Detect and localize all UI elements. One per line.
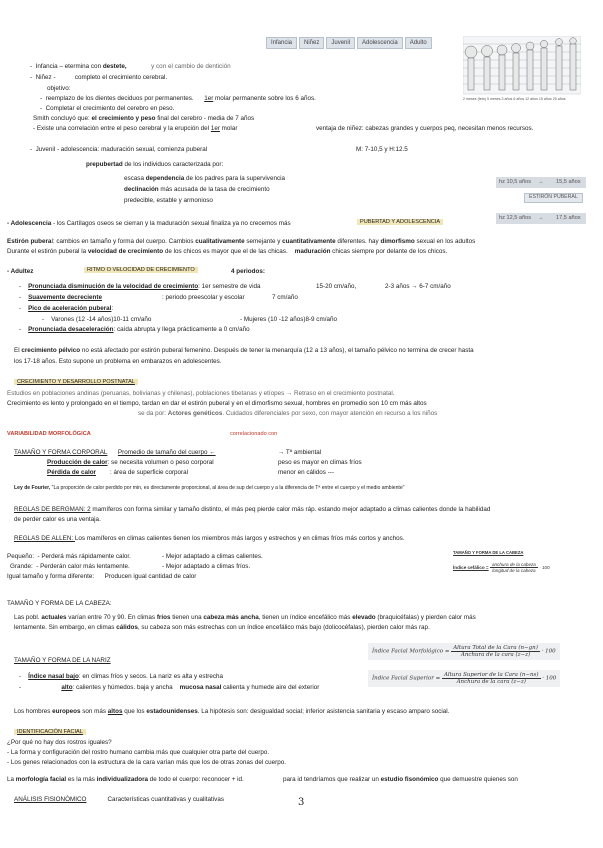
- tab-adolescencia: Adolescencia: [357, 37, 403, 49]
- cabeza-line-1: Las pobl. actuales varían entre 70 y 90. En climas fríos tienen una cabeza más ancha, tienen un índice encefálico más elevado (braquicéfalas) y pierden calor más: [14, 614, 476, 621]
- periodo-2: - Suavemente decreciente: [19, 294, 102, 301]
- periodo-1: - Pronunciada disminución de la velocidad de crecimiento: 1er semestre de vida: [19, 283, 261, 290]
- correlacion-line: - Existe una correlación entre el peso cerebral y la erupción del 1er molar: [33, 125, 238, 132]
- declinacion-line: declinación más acusada de la tasa de crecimiento: [124, 186, 270, 193]
- andinas-line: Estudios en poblaciones andinas (peruanas, bolivianas y chilenas), poblaciones tibetanas y etíopes → Retraso en el crecimiento postnatal.: [7, 390, 395, 397]
- bergman-line-2: de perder calor es una ventaja.: [14, 516, 101, 523]
- tab-adulto: Adulto: [405, 37, 432, 49]
- pregunta-line: ¿Por qué no hay dos rostros iguales?: [7, 739, 112, 746]
- objetivo-1: - reemplazo de los dientes deciduos por permanentes. 1er molar permanente sobre los 6 años.: [40, 95, 316, 102]
- tag-identificacion: IDENTIFICACIÓN FACIAL: [14, 729, 86, 735]
- grande-adaptado: - Mejor adaptado a climas fríos.: [162, 563, 251, 570]
- igual-line: Igual tamaño y forma diferente: Producen igual cantidad de calor: [7, 573, 197, 580]
- produccion-line: Producción de calor: se necesita volumen o peso corporal: [47, 459, 214, 466]
- indice-cefalico: Índice cefálico = $\frac{\text{anchura de la cabeza}}{\text{longitud de la cabeza}}$ · 100: [453, 562, 550, 574]
- nasal-alto-line: - alto: calientes y húmedos. baja y ancha mucosa nasal calienta y humede aire del exterior: [19, 684, 320, 691]
- box-boys-10: hz 10,5 años → 15,5 años: [496, 177, 586, 188]
- tab-infancia: Infancia: [266, 37, 297, 49]
- forma-rostro-line: - La forma y configuración del rostro humano cambia más que cualquier otra parte del cuerpo.: [7, 749, 270, 756]
- analisis-line: ANÁLISIS FISIONÓMICO Características cuantitativas y cualitativas: [14, 796, 224, 803]
- estiron-label: ESTIRÓN PUBERAL: [524, 193, 583, 203]
- tag-crecimiento: CRECIMIENTO Y DESARROLLO POSTNATAL: [14, 379, 138, 385]
- tab-ninez: Niñez: [299, 37, 324, 49]
- estiron-line: Estirón puberal: cambios en tamaño y forma del cuerpo. Cambios cualitativamente semejante y cuantitativamente diferentes. hay dimorfismo sexual en los adultos: [7, 238, 476, 245]
- growth-caption: 2 meses (feto) 5 meses 3 años 6 años 12 años 15 años 25 años: [463, 97, 566, 101]
- cabeza-title: TAMAÑO Y FORMA DE LA CABEZA:: [7, 600, 112, 607]
- genes-line: - Los genes relacionados con la estructura de la cara varían más que los de otras zonas del cuerpo.: [7, 759, 286, 766]
- smith-line: Smith concluyó que: el crecimiento y peso final del cerebro - media de 7 años: [33, 115, 255, 122]
- juvenil-line: - Juvenil - adolescencia: maduración sexual, comienza puberal: [30, 146, 208, 153]
- formula-facial-morfologico: Índice Facial Morfológico = $\frac{\text{Altura Total de la Cara (n−gn)}}{\text{Anchura de la cara (z−z)}}$ · 100: [368, 643, 560, 660]
- stage-tabs: [266, 37, 434, 49]
- prepubertad-line: prepubertad de los individuos caracterizada por:: [86, 161, 224, 168]
- periodo-3-mujeres: - Mujeres (10 -12 años)8-9 cm/año: [240, 316, 337, 323]
- variabilidad-title: VARIABILIDAD MORFOLÓGICA: [7, 431, 91, 437]
- correlacionado-label: correlacionado con: [230, 431, 278, 437]
- box-boys-12: hz 12,5 años → 17,5 años: [496, 213, 586, 224]
- ninez-line: - Niñez - completo el crecimiento cerebral.: [30, 74, 168, 81]
- pelvico-line: El crecimiento pélvico no está afectado por estirón puberal femenino. Después de tener la menarquía (12 a 13 años), el tamaño pélvico no termina de crecer hasta: [14, 347, 474, 354]
- cabeza-box-title: TAMAÑO Y FORMA DE LA CABEZA: [453, 550, 524, 555]
- pelvico-line-2: los 17-18 años. Esto supone un problema en embarazos en adolescentes.: [14, 358, 222, 365]
- predecible-line: predecible, estable y armonioso: [124, 197, 213, 204]
- allen-line: REGLAS DE ALLEN: Los mamíferos en climas calientes tienen los miembros más largos y estrechos y en climas fríos más cortos y anchos.: [14, 535, 405, 542]
- adultez-line: - Adultez: [7, 268, 34, 275]
- periodo-3-varones: - Varones (12 -14 años)10-11 cm/año: [42, 316, 152, 323]
- morfologia-line: La morfología facial es la más individualizadora de todo el cuerpo: reconocer + id.: [7, 776, 244, 783]
- periodo-3: - Pico de aceleración puberal:: [19, 305, 114, 312]
- infancia-line: - Infancia – etermina con destete, y con el cambio de dentición: [30, 63, 231, 70]
- se-da-por-line: se da por: Actores genéticos. Cuidados diferenciales por sexo, con mayor atención en recurso a los niños: [138, 410, 438, 417]
- tab-juvenil: Juvenil: [326, 37, 355, 49]
- fourier-line: Ley de Fourier, "La proporción de calor perdido por min, es directamente proporcional, al área de sup del cuerpo y a la diferencia de Tª entre el cuerpo y el medio ambiente": [14, 485, 405, 491]
- periodo-1-rate: 15-20 cm/año,: [316, 283, 357, 290]
- bergman-line: REGLAS DE BERGMAN: 2 mamíferos con forma similar y tamaño distinto, el más peq pierde calor más ráp. estando mejor adaptado a climas calientes donde la habilidad: [14, 506, 491, 513]
- lento-line: Crecimiento es lento y prolongado en el tiempo, tardan en dar el estirón puberal y en el dimorfismo sexual, hombres en promedio son 10 cm más altos: [7, 400, 427, 407]
- page-number: 3: [298, 797, 305, 808]
- nariz-title: TAMAÑO Y FORMA DE LA NARIZ: [14, 657, 111, 664]
- adolescencia-line: - Adolescencia - los Cartílagos oseos se cierran y la maduración sexual finaliza ya no crecemos más: [7, 220, 291, 227]
- tamano-forma-line: TAMAÑO Y FORMA CORPORAL Promedio de tamaño del cuerpo ←: [14, 449, 216, 456]
- peso-mayor: peso es mayor en climas fríos: [278, 459, 362, 466]
- juvenil-ages: M: 7-10,5 y H:12.5: [356, 146, 408, 153]
- cabeza-line-2: lentamente. Sin embargo, en climas cálidos, su cabeza son más estrechas con un índice encefálico más bajo (dolicocéfalas), pierden calor más rap.: [14, 624, 430, 631]
- menor-calidos: menor en cálidos ---: [278, 469, 334, 476]
- tag-pubertad: PUBERTAD Y ADOLESCENCIA: [357, 219, 443, 225]
- formula-facial-superior: Índice Facial Superior = $\frac{\text{Altura Superior de la Cara (n−ns)}}{\text{Anchura de la cara (z−z)}}$ · 100: [368, 670, 560, 687]
- periodo-2-desc: : periodo preescolar y escolar: [162, 294, 245, 301]
- europeos-line: Los hombres europeos son más altos que los estadounidenses. La hipótesis son: desigualdad social; inferior asistencia sanitaria y escaso amparo social.: [14, 708, 450, 715]
- ta-ambiental: → Tª ambiental: [278, 449, 322, 456]
- tag-ritmo: RITMO O VELOCIDAD DE CRECIMIENTO: [84, 267, 198, 273]
- pequeno-line: Pequeño: - Perderá más rápidamente calor.: [7, 553, 131, 560]
- durante-line: Durante el estirón puberal la velocidad de crecimiento de los chicos es mayor que el de las chicas. maduración chicas siempre por delante de los chicos.: [7, 248, 448, 255]
- perdida-line: Pérdida de calor : área de superficie corporal: [47, 469, 189, 476]
- grande-line: Grande: - Perderán calor más lentamente.: [10, 563, 130, 570]
- objetivo-2: - Completar el crecimiento del cerebro en peso.: [40, 105, 175, 112]
- periodo-2-rate: 7 cm/año: [272, 294, 298, 301]
- nasal-bajo-line: - Índice nasal bajo: en climas fríos y secos. La nariz es alta y estrecha: [19, 673, 224, 680]
- objetivo-label: objetivo:: [47, 85, 71, 92]
- dependencia-line: escasa dependencia de los padres para la supervivencia: [124, 175, 286, 182]
- growth-figure: [463, 36, 581, 106]
- periodo-4: - Pronunciada desaceleración: caída abrupta y llega prácticamente a 0 cm/año: [19, 326, 250, 333]
- periodo-1-rate2: 2-3 años → 6-7 cm/año: [385, 283, 451, 290]
- pequeno-adaptado: - Mejor adaptado a climas calientes.: [162, 553, 263, 560]
- estudio-fisonomico-line: para id tendríamos que realizar un estudio fisonómico que demuestre quienes son: [283, 776, 518, 783]
- periodos-label: 4 periodos:: [231, 268, 265, 275]
- ventaja-ninez: ventaja de niñez: cabezas grandes y cuerpos peq, necesitan menos recursos.: [316, 125, 534, 132]
